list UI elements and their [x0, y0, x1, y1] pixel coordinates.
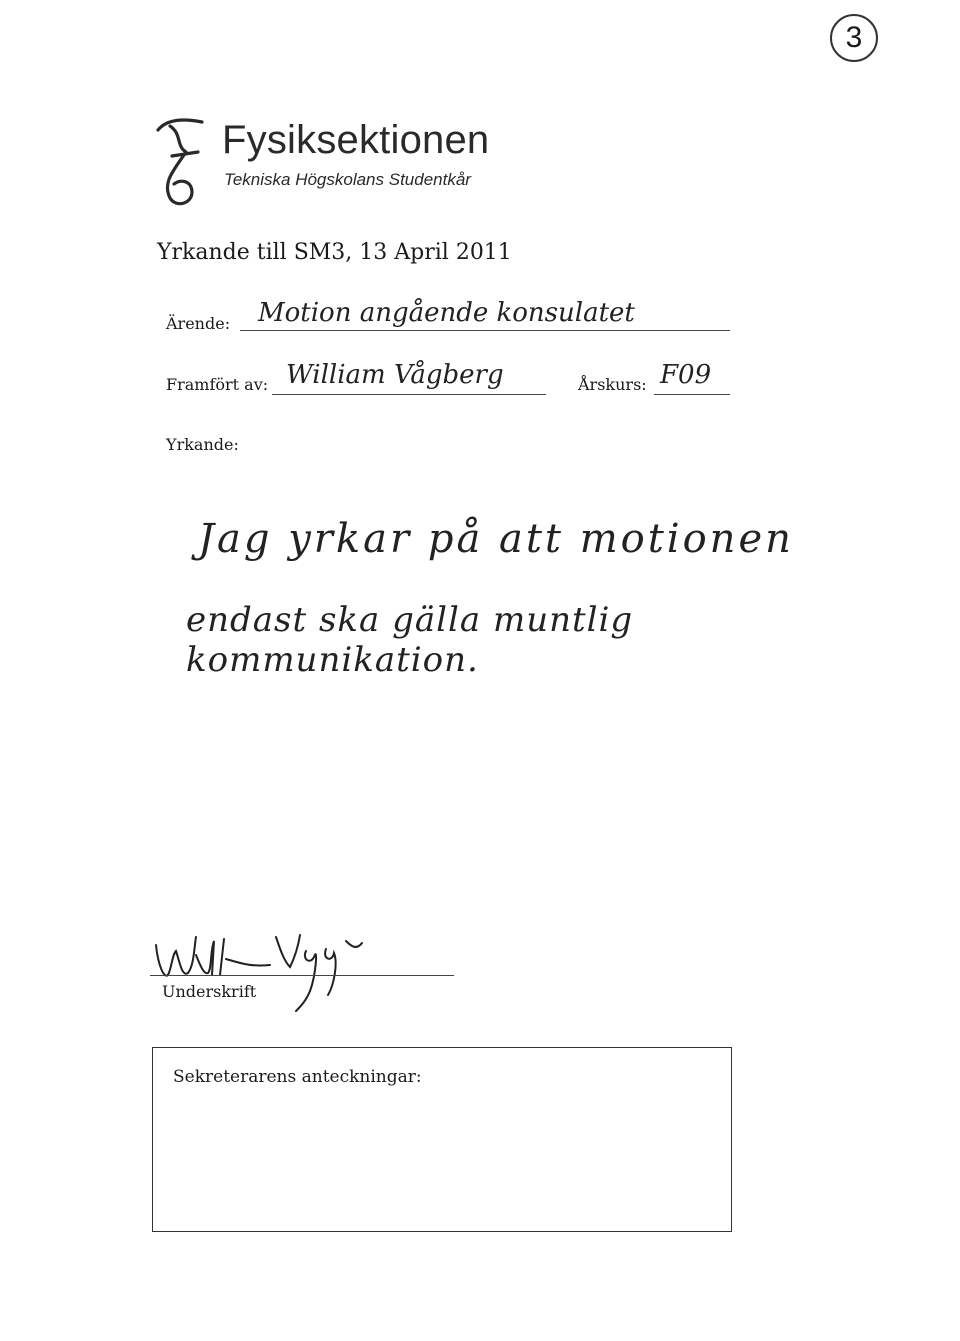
handwritten-signature: [150, 915, 390, 1025]
secretary-notes-label: Sekreterarens anteckningar:: [173, 1067, 422, 1087]
framfort-value: William Vågberg: [286, 360, 504, 390]
organization-subtitle: Tekniska Högskolans Studentkår: [224, 170, 471, 189]
framfort-underline: [272, 394, 546, 395]
signature-label: Underskrift: [162, 982, 257, 1001]
signature-underline: [150, 975, 454, 976]
arende-label: Ärende:: [166, 314, 231, 333]
arskurs-underline: [654, 394, 730, 395]
framfort-label: Framfört av:: [166, 375, 269, 394]
document-title: Yrkande till SM3, 13 April 2011: [157, 240, 512, 265]
yrkande-text-line-1: Jag yrkar på att motionen: [198, 516, 794, 562]
arskurs-label: Årskurs:: [578, 375, 647, 394]
yrkande-label: Yrkande:: [166, 435, 239, 454]
arende-underline: [240, 330, 730, 331]
page-number: 3: [830, 14, 878, 62]
secretary-notes-box: [152, 1047, 732, 1232]
fysiksektionen-f-logo-icon: [152, 112, 212, 212]
arskurs-value: F09: [660, 360, 712, 390]
yrkande-text-line-2: endast ska gälla muntlig kommunikation.: [186, 600, 634, 680]
arende-value: Motion angående konsulatet: [258, 298, 635, 328]
organization-name: Fysiksektionen: [222, 118, 490, 162]
